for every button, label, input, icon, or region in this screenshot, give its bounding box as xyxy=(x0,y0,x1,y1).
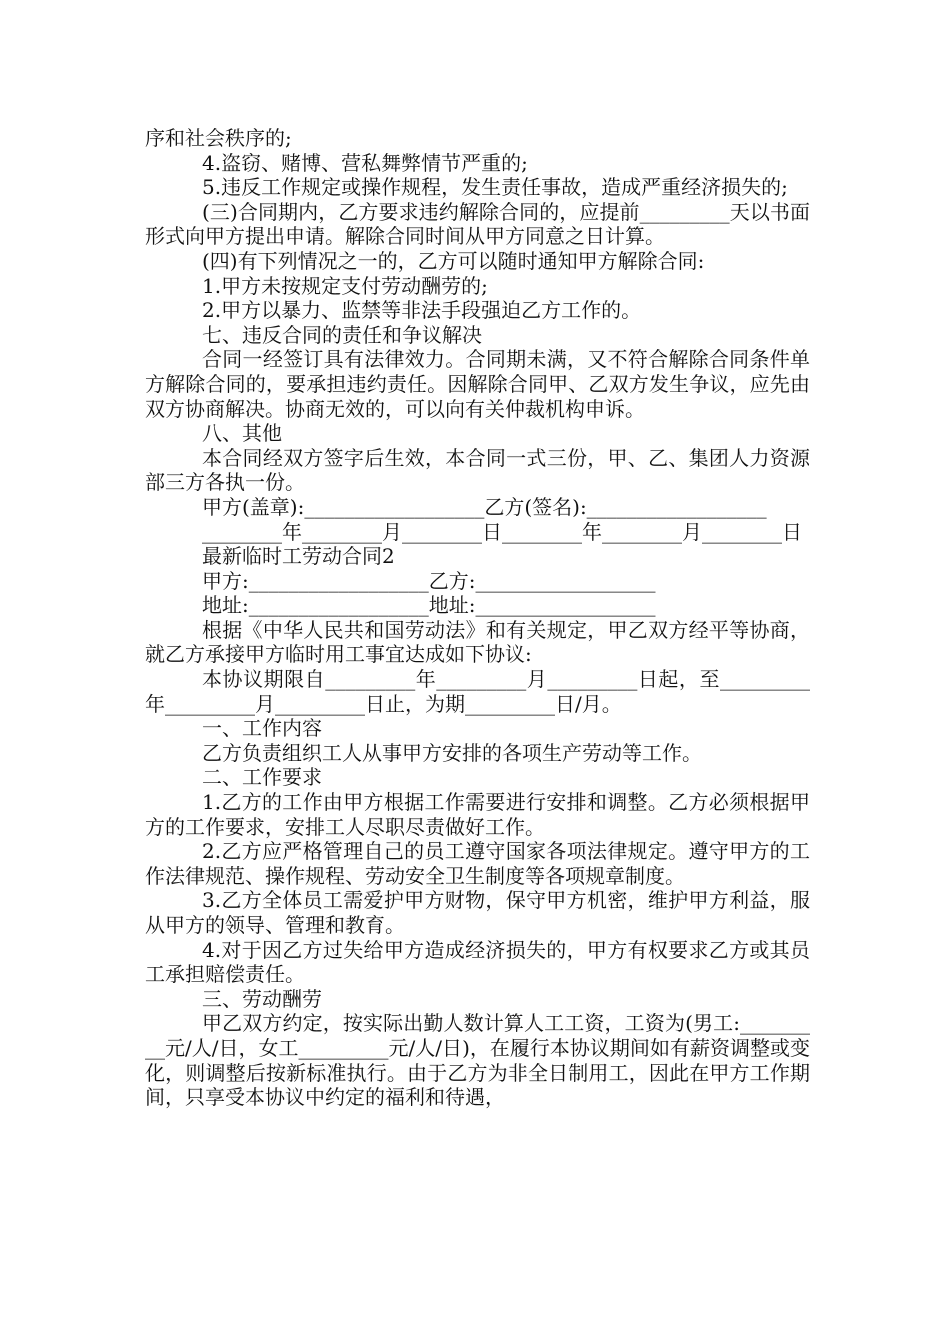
paragraph: 序和社会秩序的; xyxy=(145,126,292,150)
paragraph: 1.甲方未按规定支付劳动酬劳的; xyxy=(202,273,488,298)
paragraph: (三)合同期内，乙方要求违约解除合同的，应提前_________天以书面形式向甲方提出申请。解除合同时间从甲方同意之日计算。 xyxy=(145,199,810,249)
paragraph: 根据《中华人民共和国劳动法》和有关规定，甲乙双方经平等协商，就乙方承接甲方临时用工事宜达成如下协议: xyxy=(145,617,810,667)
paragraph: 本协议期限自_________年_________月_________日起，至_________年_________月_________日止，为期_________日/月。 xyxy=(145,667,810,716)
contract-document xyxy=(145,126,810,1110)
paragraph: 八、其他 xyxy=(202,421,282,446)
paragraph: (四)有下列情况之一的，乙方可以随时通知甲方解除合同: xyxy=(202,248,705,273)
paragraph: 甲方:__________________乙方:__________________ xyxy=(202,568,656,593)
paragraph: 本合同经双方签字后生效，本合同一式三份，甲、乙、集团人力资源部三方各执一份。 xyxy=(145,445,810,495)
paragraph: 4.对于因乙方过失给甲方造成经济损失的，甲方有权要求乙方或其员工承担赔偿责任。 xyxy=(145,937,810,987)
paragraph: ________年________月________日________年________月________日 xyxy=(202,519,802,544)
paragraph: 一、工作内容 xyxy=(202,716,322,741)
paragraph: 甲方(盖章):__________________乙方(签名):__________________ xyxy=(202,494,767,519)
paragraph: 地址:__________________地址:__________________ xyxy=(202,593,656,618)
paragraph: 合同一经签订具有法律效力。合同期未满，又不符合解除合同条件单方解除合同的，要承担违约责任。因解除合同甲、乙双方发生争议，应先由双方协商解决。协商无效的，可以向有关仲裁机构申诉。 xyxy=(145,347,810,421)
paragraph: 乙方负责组织工人从事甲方安排的各项生产劳动等工作。 xyxy=(202,740,702,765)
paragraph: 二、工作要求 xyxy=(202,765,322,790)
paragraph: 1.乙方的工作由甲方根据工作需要进行安排和调整。乙方必须根据甲方的工作要求，安排工人尽职尽责做好工作。 xyxy=(145,790,810,839)
paragraph: 4.盗窃、赌博、营私舞弊情节严重的; xyxy=(202,150,528,175)
paragraph: 2.乙方应严格管理自己的员工遵守国家各项法律规定。遵守甲方的工作法律规范、操作规程、劳动安全卫生制度等各项规章制度。 xyxy=(145,839,810,888)
paragraph: 3.乙方全体员工需爱护甲方财物，保守甲方机密，维护甲方利益，服从甲方的领导、管理和教育。 xyxy=(145,888,810,937)
paragraph: 七、违反合同的责任和争议解决 xyxy=(202,322,482,347)
paragraph: 甲乙双方约定，按实际出勤人数计算人工工资，工资为(男工:_________元/人/日，女工_________元/人/日)，在履行本协议期间如有薪资调整或变化，则调整后按新标准执行。由于乙方为非全日制用工，因此在甲方工作期间，只享受本协议中约定的福利和待遇， xyxy=(145,1011,810,1110)
paragraph: 三、劳动酬劳 xyxy=(202,986,322,1011)
paragraph: 5.违反工作规定或操作规程，发生责任事故，造成严重经济损失的; xyxy=(202,175,788,200)
paragraph: 2.甲方以暴力、监禁等非法手段强迫乙方工作的。 xyxy=(202,298,642,323)
paragraph: 最新临时工劳动合同2 xyxy=(202,544,395,569)
